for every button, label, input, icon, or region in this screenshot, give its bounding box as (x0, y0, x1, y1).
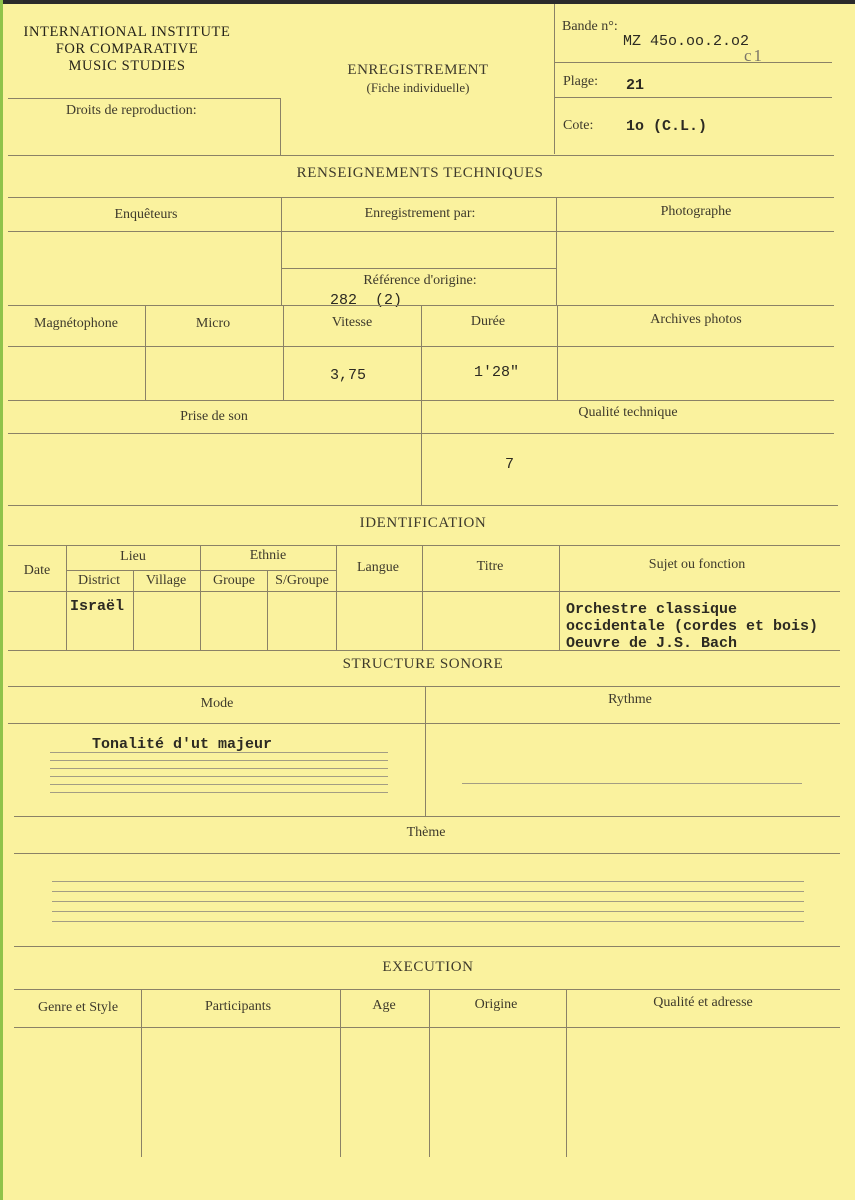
reference-value: 282 (2) (330, 292, 403, 309)
mode-line-1 (50, 752, 388, 753)
micro-label: Micro (195, 316, 231, 331)
rights-divider (280, 98, 281, 156)
magnetophone-label: Magnétophone (34, 316, 118, 331)
qualite-adresse-label: Qualité et adresse (653, 995, 753, 1010)
mode-label: Mode (200, 696, 234, 711)
tech-div-6 (557, 305, 558, 400)
technical-rule-1 (8, 197, 834, 198)
reference-label: Référence d'origine: (363, 273, 477, 288)
ident-div-1 (66, 545, 67, 650)
participants-label: Participants (204, 999, 272, 1014)
execution-section-title: EXECUTION (382, 959, 474, 975)
exec-div-4 (566, 989, 567, 1157)
ident-div-5 (336, 545, 337, 650)
mode-line-2 (50, 760, 388, 761)
theme-line-4 (52, 911, 804, 912)
theme-rule (14, 853, 840, 854)
structure-rule-2 (8, 723, 840, 724)
theme-line-2 (52, 891, 804, 892)
vitesse-value: 3,75 (330, 367, 367, 384)
tech-div-4 (283, 305, 284, 400)
exec-div-1 (141, 989, 142, 1157)
ident-div-7 (559, 545, 560, 650)
enqueteurs-label: Enquêteurs (114, 207, 178, 222)
plage-value: 21 (626, 77, 645, 94)
duree-label: Durée (470, 314, 506, 329)
sujet-line-1: Orchestre classique (566, 601, 738, 618)
technical-bottom-rule (8, 505, 838, 506)
institute-name (2, 24, 252, 75)
origine-label: Origine (474, 997, 518, 1012)
reference-rule (281, 268, 556, 269)
tech-div-2 (556, 197, 557, 305)
tech-div-1 (281, 197, 282, 305)
card-left-edge (0, 0, 3, 1200)
exec-div-2 (340, 989, 341, 1157)
ident-div-6 (422, 545, 423, 650)
date-label: Date (23, 563, 51, 578)
village-label: Village (145, 573, 187, 588)
structure-div (425, 686, 426, 816)
structure-rule-3 (14, 816, 840, 817)
ident-rule-1 (8, 545, 840, 546)
theme-line-3 (52, 901, 804, 902)
ident-div-2 (133, 570, 134, 650)
groupe-label: Groupe (213, 573, 255, 588)
tech-div-5 (421, 305, 422, 400)
bande-divider (554, 4, 555, 154)
lieu-label: Lieu (120, 549, 146, 564)
rythme-label: Rythme (608, 692, 652, 707)
ident-div-4 (267, 570, 268, 650)
vitesse-label: Vitesse (331, 315, 373, 330)
bande-rule (554, 62, 832, 63)
mode-value: Tonalité d'ut majeur (92, 736, 273, 753)
theme-bottom-rule (14, 946, 840, 947)
rythme-line (462, 783, 802, 784)
plage-rule (554, 97, 832, 98)
qualite-technique-label: Qualité technique (578, 405, 678, 420)
cote-label: Cote: (563, 118, 594, 133)
structure-section-title: STRUCTURE SONORE (342, 656, 504, 672)
mode-line-3 (50, 768, 388, 769)
institute-line-1: INTERNATIONAL INSTITUTE (23, 24, 231, 40)
structure-rule-1 (8, 686, 840, 687)
archives-photos-label: Archives photos (650, 312, 742, 327)
mode-line-6 (50, 792, 388, 793)
institute-line-2: FOR COMPARATIVE (55, 41, 199, 57)
prise-de-son-label: Prise de son (180, 409, 248, 424)
duree-value: 1'28" (474, 364, 520, 381)
tech-div-7 (421, 400, 422, 505)
mode-line-4 (50, 776, 388, 777)
ident-sub-rule (66, 570, 336, 571)
header-bottom-rule (8, 155, 834, 156)
bande-label: Bande n°: (562, 19, 618, 34)
enregistrement-par-label: Enregistrement par: (364, 206, 476, 221)
card-top-edge (0, 0, 855, 4)
mode-line-5 (50, 784, 388, 785)
technical-rule-2 (8, 231, 834, 232)
qualite-value: 7 (505, 456, 515, 473)
rights-rule (8, 98, 280, 99)
theme-label: Thème (406, 825, 446, 840)
sujet-line-2: occidentale (cordes et bois) (566, 618, 819, 635)
technical-section-title: RENSEIGNEMENTS TECHNIQUES (296, 165, 544, 181)
rights-label: Droits de reproduction: (66, 103, 197, 118)
district-value: Israël (70, 598, 125, 615)
ethnie-label: Ethnie (249, 548, 287, 563)
sujet-line-3: Oeuvre de J.S. Bach (566, 635, 738, 652)
execution-rule-1 (14, 989, 840, 990)
identification-section-title: IDENTIFICATION (359, 515, 487, 531)
sujet-label: Sujet ou fonction (648, 557, 746, 572)
genre-label: Genre et Style (37, 1000, 119, 1015)
age-label: Age (372, 998, 396, 1013)
theme-line-1 (52, 881, 804, 882)
theme-line-5 (52, 921, 804, 922)
langue-label: Langue (357, 560, 399, 575)
form-subtitle: (Fiche individuelle) (366, 80, 470, 95)
institute-line-3: MUSIC STUDIES (68, 58, 186, 74)
bande-value: MZ 45o.oo.2.o2 (623, 33, 750, 50)
titre-label: Titre (476, 559, 504, 574)
form-title: ENREGISTREMENT (347, 62, 489, 78)
photographe-label: Photographe (660, 204, 732, 219)
district-label: District (78, 573, 120, 588)
technical-rule-6 (8, 433, 834, 434)
bande-annotation: c1 (744, 46, 765, 65)
ident-div-3 (200, 545, 201, 650)
plage-label: Plage: (563, 74, 598, 89)
ident-bottom-rule (8, 650, 840, 651)
cote-value: 1o (C.L.) (626, 118, 708, 135)
exec-div-3 (429, 989, 430, 1157)
sgroupe-label: S/Groupe (275, 573, 329, 588)
tech-div-3 (145, 305, 146, 400)
execution-rule-2 (14, 1027, 840, 1028)
